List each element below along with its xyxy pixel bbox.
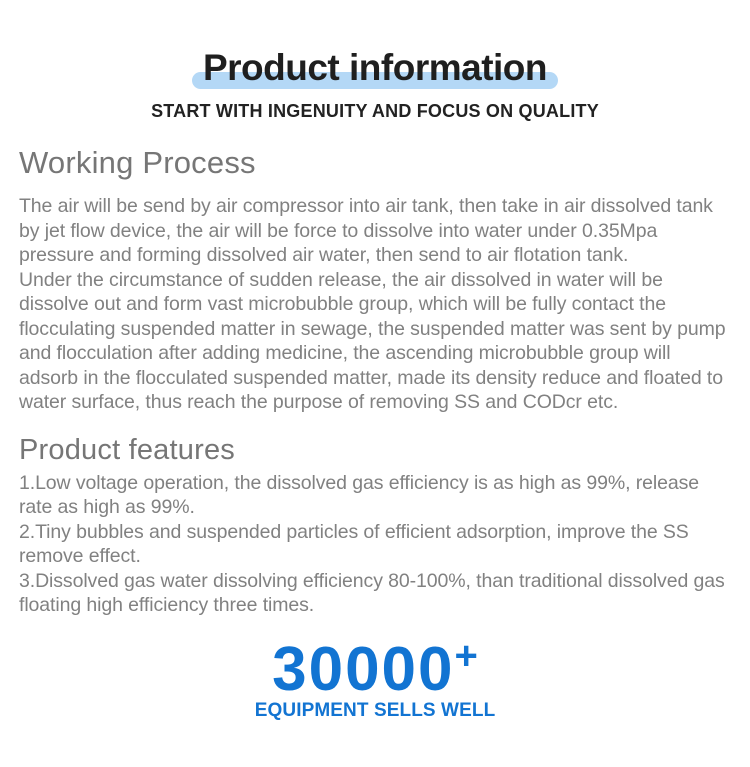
working-process-paragraph: Under the circumstance of sudden release, the air dissolved in water will be dissolve out and form vast microbubble group, which will be fully contact the flocculating suspended matter in sewage, the suspended matter was sent by pump and flocculation after adding medicine, the ascending microbubble group will adsorb in the flocculated suspended matter, made its density reduce and floated to water surface, thus reach the purpose of removing SS and CODcr etc. (19, 268, 726, 413)
feature-item: 1.Low voltage operation, the dissolved gas efficiency is as high as 99%, release rate as high as 99%. (19, 471, 699, 518)
feature-item: 2.Tiny bubbles and suspended particles of efficient adsorption, improve the SS remove effect. (19, 520, 689, 567)
header (0, 46, 750, 94)
page-title: Product information (202, 47, 548, 88)
sales-count (19, 633, 731, 704)
working-process-heading: Working Process (19, 145, 256, 180)
working-process-paragraph: The air will be send by air compressor into air tank, then take in air dissolved tank by jet flow device, the air will be force to dissolve into water under 0.35Mpa pressure and forming dissolved air water, then send to air flotation tank. (19, 195, 713, 266)
feature-item: 3.Dissolved gas water dissolving efficiency 80-100%, than traditional dissolved gas floating high efficiency three times. (19, 569, 725, 616)
sales-count-value: 30000 (272, 634, 455, 704)
product-features-heading: Product features (19, 433, 235, 466)
content (0, 145, 750, 722)
page-subtitle: START WITH INGENUITY AND FOCUS ON QUALITY (151, 101, 599, 121)
working-process-text (19, 194, 731, 415)
sales-caption: EQUIPMENT SELLS WELL (254, 699, 496, 721)
sales-stat (19, 633, 731, 722)
product-features-list (19, 471, 731, 618)
plus-sign: + (454, 633, 478, 678)
